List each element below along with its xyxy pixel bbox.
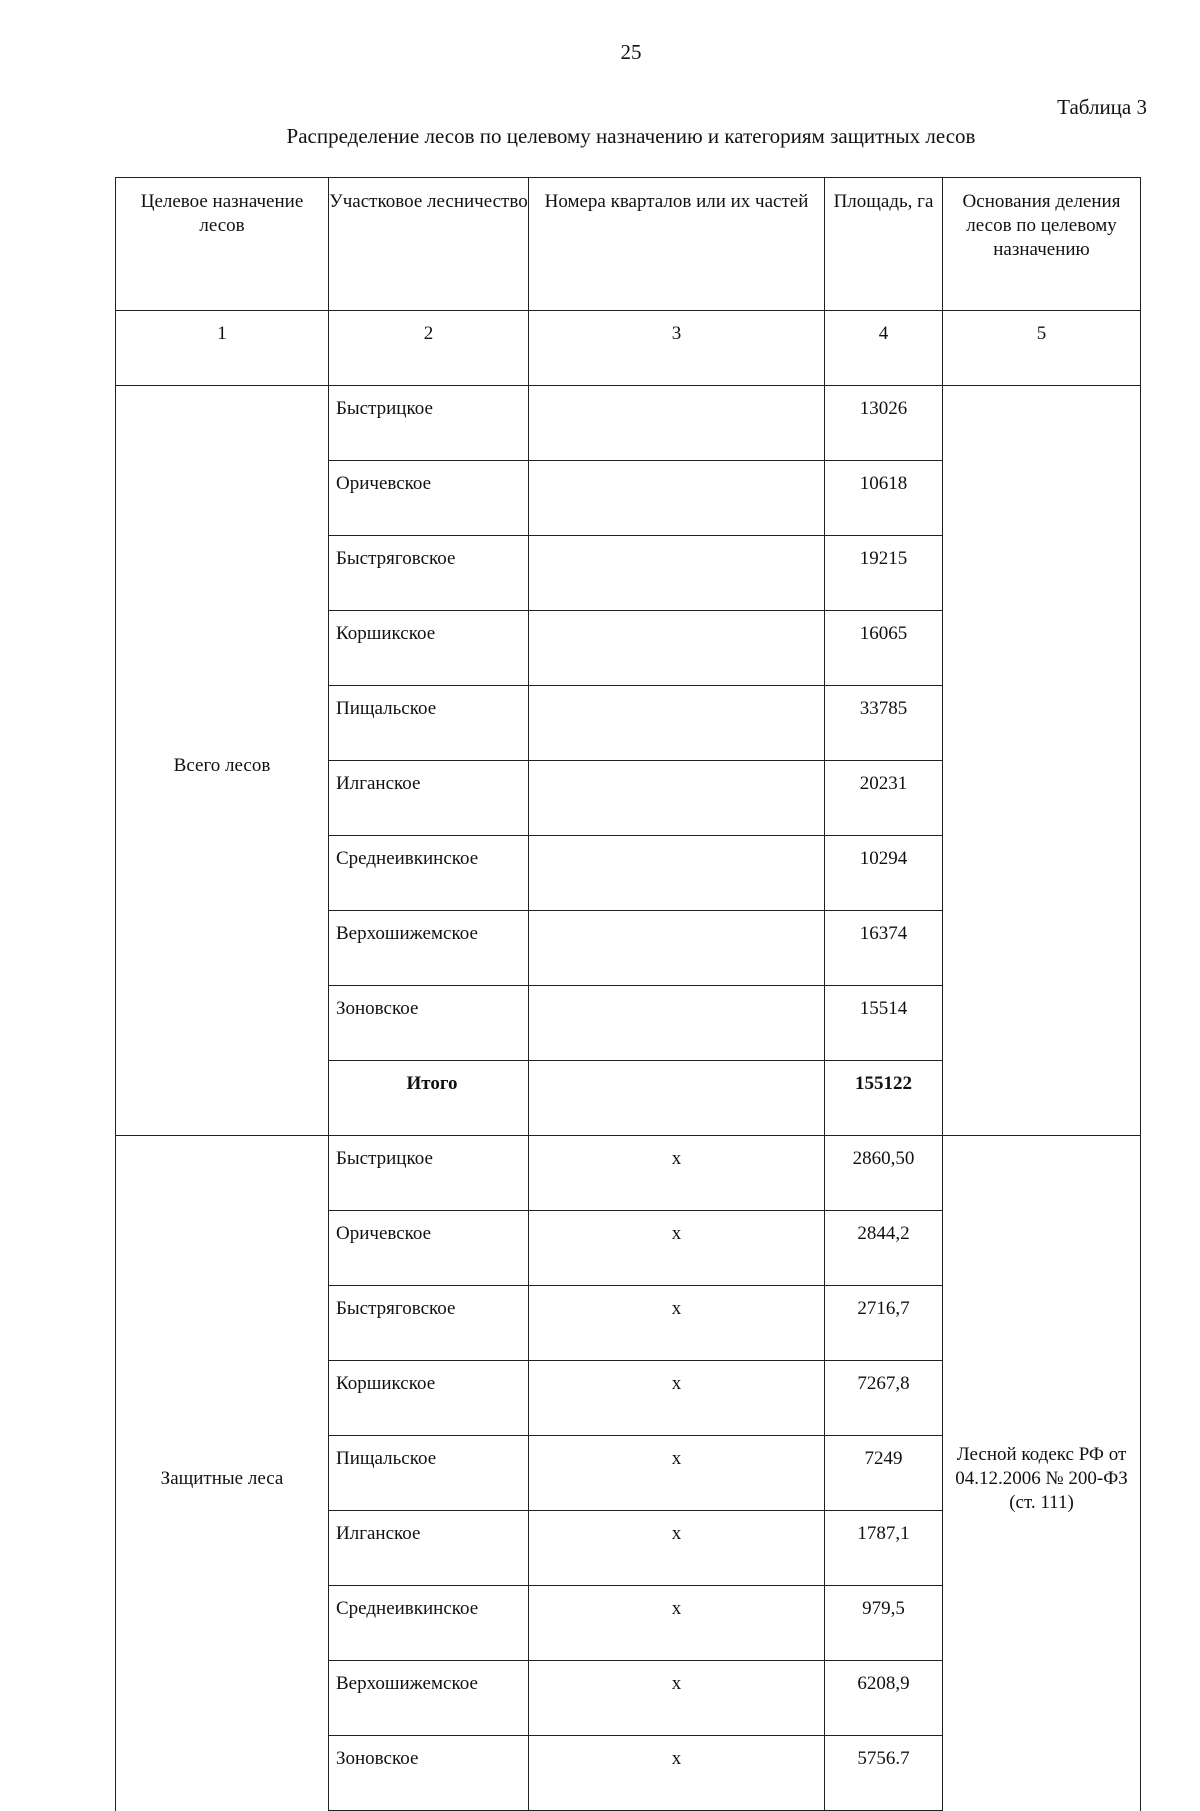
area-value: 16065 bbox=[825, 611, 943, 686]
table-title: Распределение лесов по целевому назначению и категориям защитных лесов bbox=[286, 124, 976, 148]
table-label: Таблица 3 bbox=[1057, 95, 1147, 119]
forestry-name: Зоновское bbox=[329, 986, 529, 1061]
area-value: 6208,9 bbox=[825, 1661, 943, 1736]
forestry-name: Среднеивкинское bbox=[329, 836, 529, 911]
area-value: 2860,50 bbox=[825, 1136, 943, 1211]
area-value: 979,5 bbox=[825, 1586, 943, 1661]
forestry-name: Быстряговское bbox=[329, 1286, 529, 1361]
quarters-cell: х bbox=[529, 1286, 825, 1361]
area-value: 13026 bbox=[825, 386, 943, 461]
forestry-name: Верхошижемское bbox=[329, 911, 529, 986]
area-value: 1787,1 bbox=[825, 1511, 943, 1586]
purpose-cell: Защитные леса bbox=[116, 1136, 329, 1811]
basis-cell: Лесной кодекс РФ от 04.12.2006 № 200-ФЗ (ст. 111) bbox=[943, 1136, 1141, 1811]
quarters-cell bbox=[529, 611, 825, 686]
quarters-cell bbox=[529, 686, 825, 761]
area-value: 10294 bbox=[825, 836, 943, 911]
quarters-cell bbox=[529, 536, 825, 611]
quarters-cell: х bbox=[529, 1361, 825, 1436]
quarters-cell: х bbox=[529, 1136, 825, 1211]
area-value: 33785 bbox=[825, 686, 943, 761]
forestry-name: Зоновское bbox=[329, 1736, 529, 1811]
column-number: 2 bbox=[329, 311, 529, 386]
header-row bbox=[116, 178, 1141, 311]
quarters-cell: х bbox=[529, 1436, 825, 1511]
forestry-name: Верхошижемское bbox=[329, 1661, 529, 1736]
area-value: 5756.7 bbox=[825, 1736, 943, 1811]
column-number: 4 bbox=[825, 311, 943, 386]
quarters-cell: х bbox=[529, 1661, 825, 1736]
area-value: 2716,7 bbox=[825, 1286, 943, 1361]
forestry-name: Оричевское bbox=[329, 1211, 529, 1286]
forestry-name: Быстряговское bbox=[329, 536, 529, 611]
forestry-name: Коршикское bbox=[329, 1361, 529, 1436]
table-row bbox=[116, 386, 1141, 461]
column-number: 5 bbox=[943, 311, 1141, 386]
total-area: 155122 bbox=[825, 1061, 943, 1136]
forestry-name: Быстрицкое bbox=[329, 386, 529, 461]
header-cell-area: Площадь, га bbox=[825, 178, 943, 311]
area-value: 15514 bbox=[825, 986, 943, 1061]
purpose-cell: Всего лесов bbox=[116, 386, 329, 1136]
forestry-name: Быстрицкое bbox=[329, 1136, 529, 1211]
area-value: 19215 bbox=[825, 536, 943, 611]
quarters-cell: х bbox=[529, 1511, 825, 1586]
total-label: Итого bbox=[329, 1061, 529, 1136]
header-cell-forestry: Участковое лесничество bbox=[329, 178, 529, 311]
page-number: 25 bbox=[620, 40, 642, 64]
forestry-name: Илганское bbox=[329, 1511, 529, 1586]
area-value: 7249 bbox=[825, 1436, 943, 1511]
table-row bbox=[116, 1136, 1141, 1211]
quarters-cell bbox=[529, 986, 825, 1061]
quarters-cell: х bbox=[529, 1211, 825, 1286]
forestry-name: Илганское bbox=[329, 761, 529, 836]
quarters-cell bbox=[529, 911, 825, 986]
basis-cell bbox=[943, 386, 1141, 1136]
quarters-cell bbox=[529, 461, 825, 536]
area-value: 2844,2 bbox=[825, 1211, 943, 1286]
forest-distribution-table bbox=[115, 177, 1141, 1811]
column-number-row bbox=[116, 311, 1141, 386]
forestry-name: Пищальское bbox=[329, 1436, 529, 1511]
quarters-cell bbox=[529, 836, 825, 911]
quarters-cell: х bbox=[529, 1736, 825, 1811]
forestry-name: Оричевское bbox=[329, 461, 529, 536]
area-value: 20231 bbox=[825, 761, 943, 836]
column-number: 3 bbox=[529, 311, 825, 386]
quarters-cell bbox=[529, 1061, 825, 1136]
forestry-name: Среднеивкинское bbox=[329, 1586, 529, 1661]
quarters-cell bbox=[529, 761, 825, 836]
area-value: 10618 bbox=[825, 461, 943, 536]
forestry-name: Пищальское bbox=[329, 686, 529, 761]
quarters-cell bbox=[529, 386, 825, 461]
header-cell-basis: Основания деления лесов по целевому назначению bbox=[943, 178, 1141, 311]
area-value: 16374 bbox=[825, 911, 943, 986]
quarters-cell: х bbox=[529, 1586, 825, 1661]
header-cell-quarters: Номера кварталов или их частей bbox=[529, 178, 825, 311]
forestry-name: Коршикское bbox=[329, 611, 529, 686]
header-cell-purpose: Целевое назначение лесов bbox=[116, 178, 329, 311]
area-value: 7267,8 bbox=[825, 1361, 943, 1436]
column-number: 1 bbox=[116, 311, 329, 386]
